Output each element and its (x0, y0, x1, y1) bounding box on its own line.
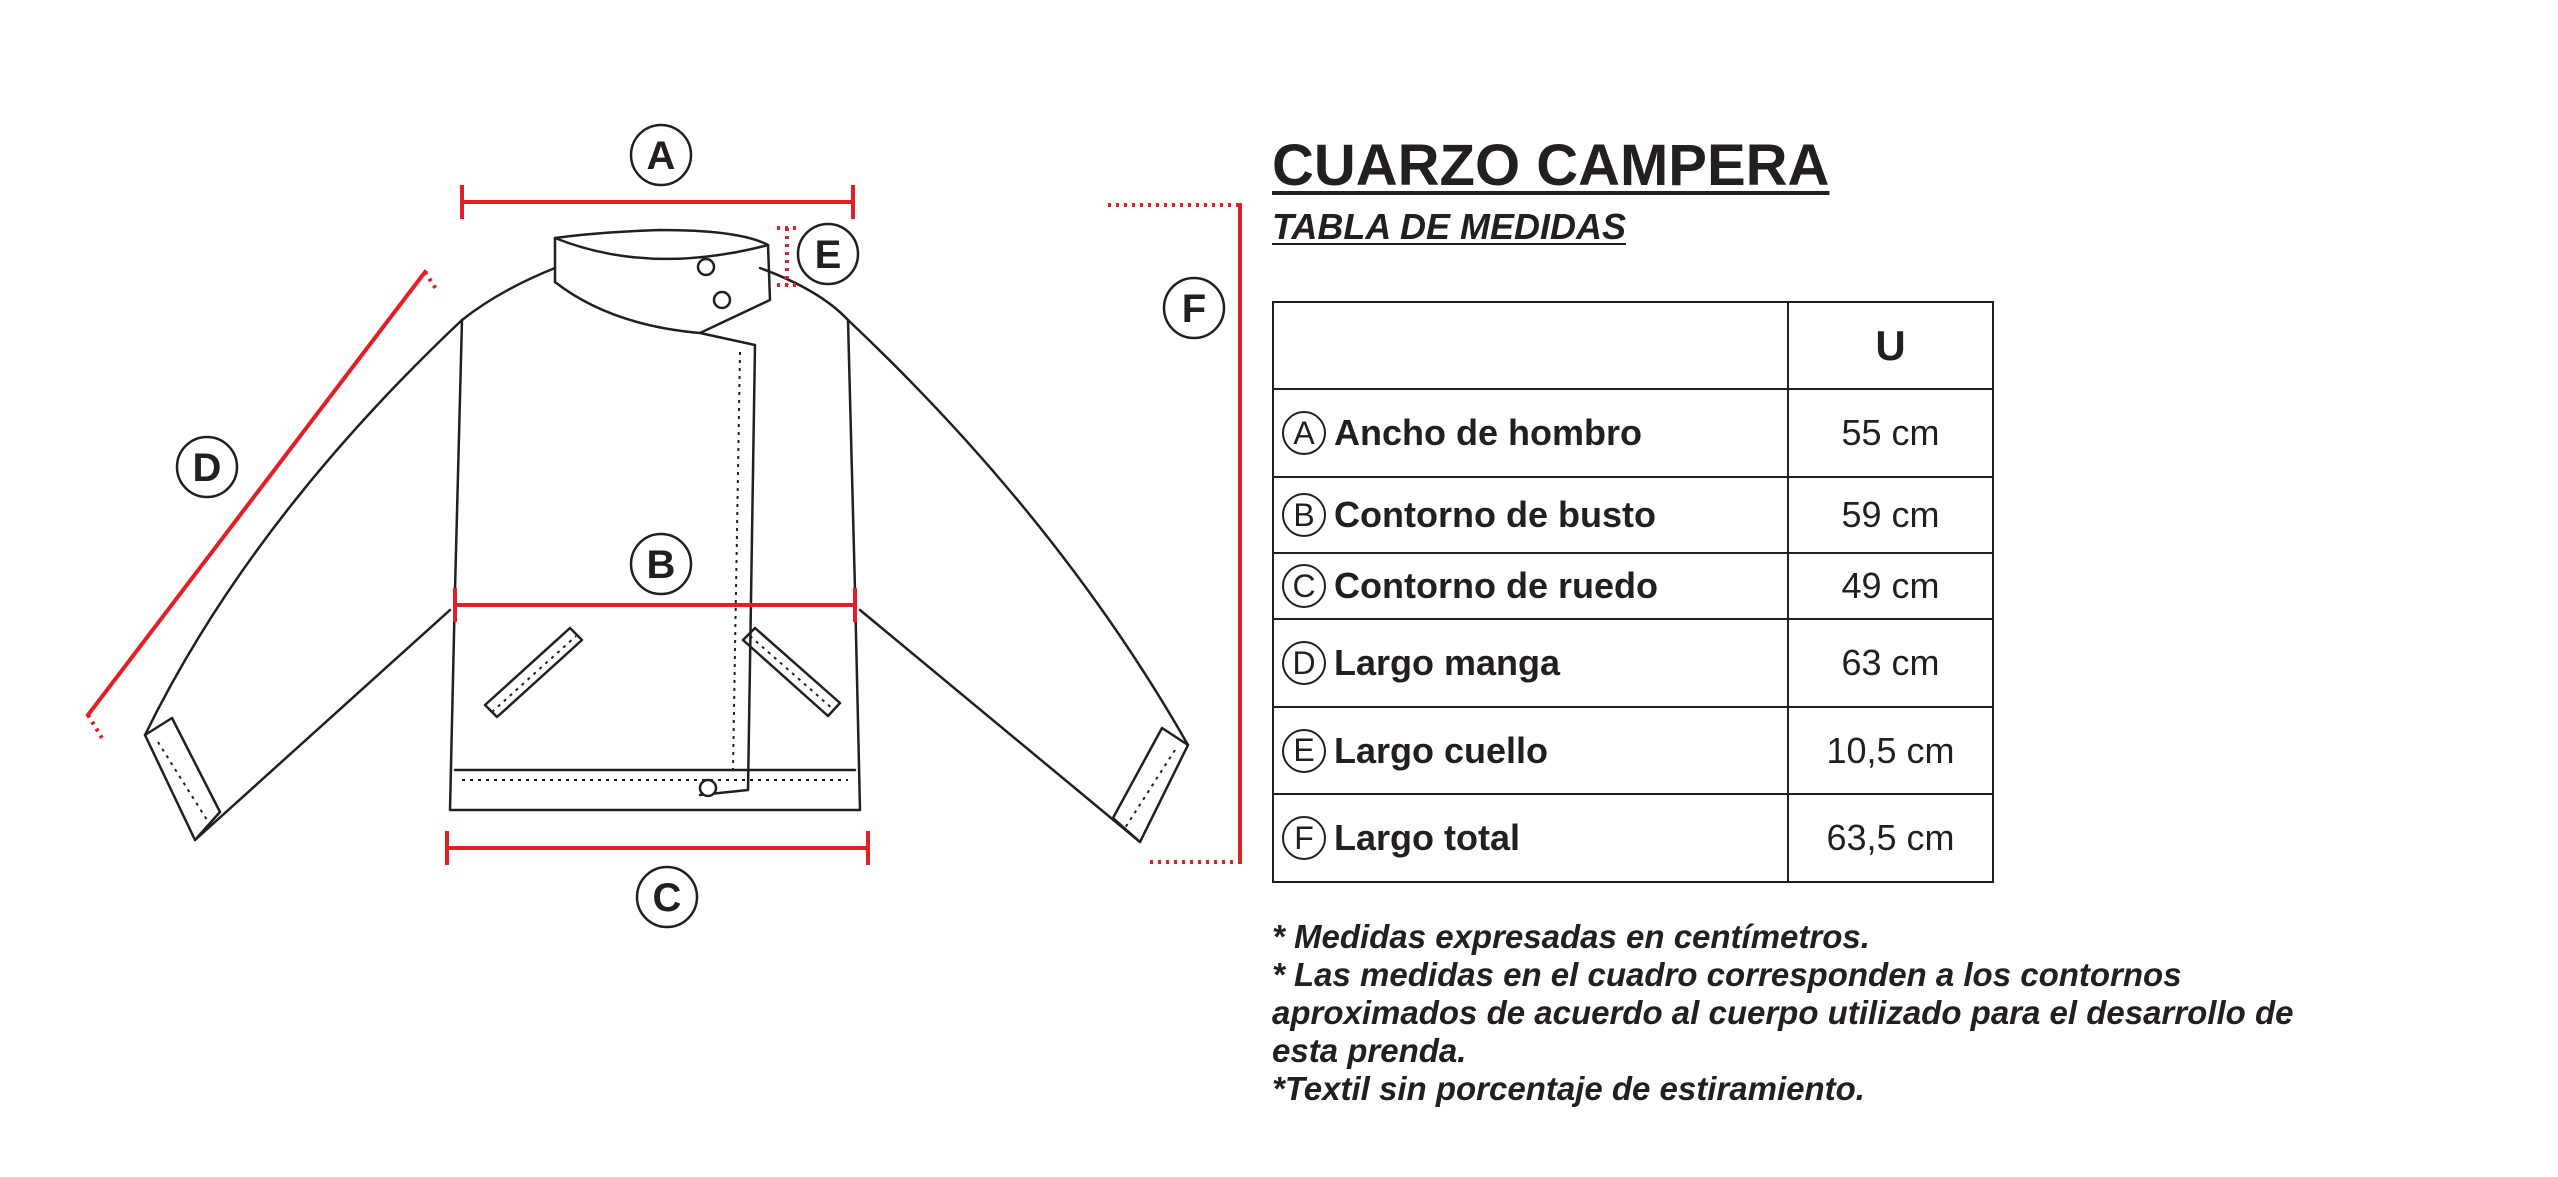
hem-button (700, 780, 716, 796)
table-header-empty (1273, 302, 1788, 389)
row-letter-badge: C (1282, 564, 1326, 608)
table-row (1273, 707, 1993, 794)
table-row (1273, 794, 1993, 882)
left-pocket (485, 628, 582, 717)
row-value: 63 cm (1788, 619, 1993, 707)
collar-outline (555, 230, 770, 333)
right-pocket (743, 628, 840, 716)
row-letter-badge: D (1282, 641, 1326, 685)
collar-button-1 (698, 259, 714, 275)
row-label: Ancho de hombro (1334, 412, 1642, 453)
footnote: * Las medidas en el cuadro corresponden a los contornos (1272, 956, 2182, 993)
footnote: aproximados de acuerdo al cuerpo utilizado para el desarrollo de (1272, 994, 2294, 1031)
label-e: E (814, 233, 842, 277)
row-letter-badge: A (1282, 411, 1326, 455)
size-column-header: U (1788, 302, 1993, 389)
right-sleeve-outline (848, 320, 1188, 842)
table-row (1273, 477, 1993, 553)
table-header-row (1273, 302, 1993, 389)
page-subtitle: TABLA DE MEDIDAS (1272, 206, 1626, 247)
footnotes (1272, 918, 2472, 1108)
collar-button-2 (714, 292, 730, 308)
label-a: A (646, 134, 676, 178)
left-cuff-seam (145, 718, 220, 840)
row-letter-badge: F (1282, 816, 1326, 860)
row-letter-badge: B (1282, 493, 1326, 537)
row-value: 59 cm (1788, 477, 1993, 553)
table-row (1273, 619, 1993, 707)
label-c: C (652, 876, 682, 920)
row-value: 63,5 cm (1788, 794, 1993, 882)
footnote: * Medidas expresadas en centímetros. (1272, 918, 1870, 955)
label-d: D (192, 446, 222, 490)
row-value: 49 cm (1788, 553, 1993, 619)
front-placket (700, 333, 755, 795)
footnote: esta prenda. (1272, 1032, 1467, 1069)
label-f: F (1181, 287, 1207, 331)
row-label: Contorno de busto (1334, 494, 1656, 535)
label-b: B (646, 543, 676, 587)
dimension-line-d (88, 272, 425, 715)
size-table (1272, 301, 1994, 883)
row-value: 10,5 cm (1788, 707, 1993, 794)
row-value: 55 cm (1788, 389, 1993, 477)
row-label: Largo manga (1334, 642, 1561, 683)
row-label: Contorno de ruedo (1334, 565, 1658, 606)
right-cuff-seam (1113, 728, 1188, 842)
page-title: CUARZO CAMPERA (1272, 133, 1830, 198)
footnote: *Textil sin porcentaje de estiramiento. (1272, 1070, 1865, 1107)
row-label: Largo total (1334, 817, 1520, 858)
table-row (1273, 389, 1993, 477)
row-letter-badge: E (1282, 729, 1326, 773)
collar-fold (555, 238, 768, 259)
row-label: Largo cuello (1334, 729, 1549, 771)
table-row (1273, 553, 1993, 619)
